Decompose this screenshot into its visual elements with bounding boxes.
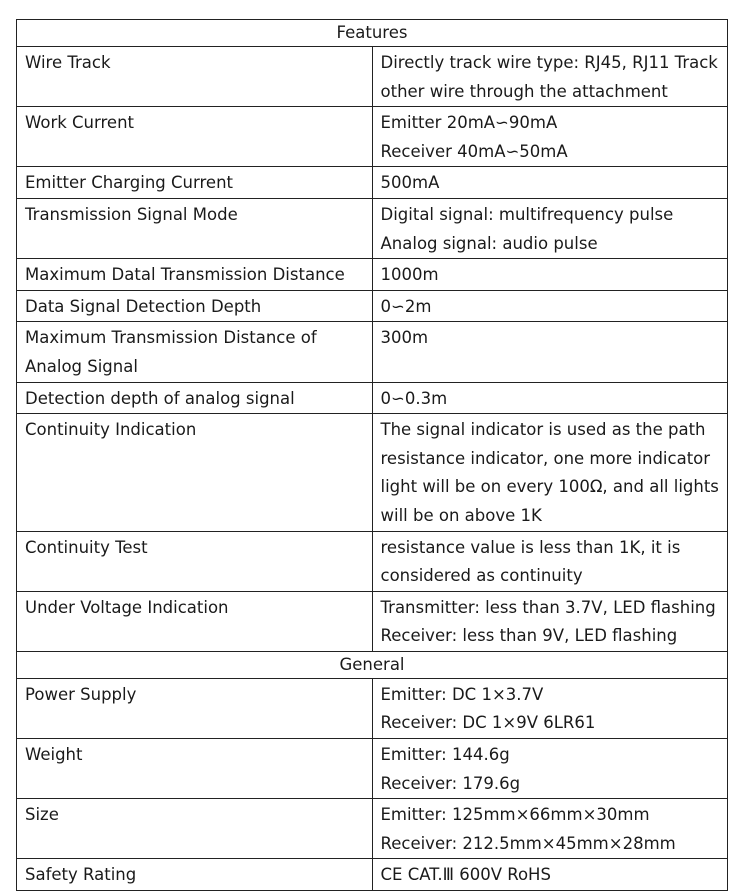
spec-value: Analog signal: audio pulse (380, 233, 598, 253)
spec-value: 1000m (380, 265, 439, 285)
specifications-table-body (17, 20, 728, 891)
spec-value-cell (372, 678, 728, 738)
spec-label-cell (17, 591, 373, 651)
spec-label: Power Supply (25, 684, 137, 704)
spec-value-cell (372, 531, 728, 591)
spec-label-cell (17, 739, 373, 799)
spec-label: Continuity Indication (25, 420, 197, 440)
table-row (17, 382, 728, 414)
table-row (17, 259, 728, 291)
spec-label: Maximum Transmission Distance of (25, 328, 317, 348)
spec-label-cell (17, 259, 373, 291)
spec-value-cell (372, 591, 728, 651)
spec-value: will be on above 1K (380, 505, 542, 525)
spec-value: resistance indicator, one more indicator (380, 448, 711, 468)
specifications-table (16, 19, 728, 891)
table-row (17, 678, 728, 738)
spec-value: 0∽2m (380, 296, 432, 316)
spec-value-cell (372, 47, 728, 107)
spec-value: 0∽0.3m (380, 388, 448, 408)
spec-value: resistance value is less than 1K, it is (380, 537, 681, 557)
spec-label-cell (17, 678, 373, 738)
spec-label-cell (17, 414, 373, 531)
spec-value-cell (372, 739, 728, 799)
table-row (17, 414, 728, 531)
spec-value: Emitter: 144.6g (380, 745, 510, 765)
spec-value-cell (372, 198, 728, 258)
spec-value-cell (372, 167, 728, 199)
spec-label-cell (17, 382, 373, 414)
spec-value: 300m (380, 328, 429, 348)
table-row (17, 290, 728, 322)
spec-value-cell (372, 799, 728, 859)
table-row (17, 322, 728, 382)
spec-label: Analog Signal (25, 356, 138, 376)
spec-value-cell (372, 859, 728, 891)
spec-label: Wire Track (25, 53, 111, 72)
section-header-row (17, 20, 728, 47)
section-header-row (17, 651, 728, 678)
spec-label: Safety Rating (25, 865, 137, 885)
spec-value: Digital signal: multifrequency pulse (380, 204, 674, 224)
table-row (17, 198, 728, 258)
table-row (17, 531, 728, 591)
table-row (17, 167, 728, 199)
spec-label: Continuity Test (25, 537, 148, 557)
spec-value: other wire through the attachment (380, 81, 668, 101)
table-row (17, 47, 728, 107)
spec-label-cell (17, 531, 373, 591)
spec-label-cell (17, 859, 373, 891)
spec-value-cell (372, 259, 728, 291)
spec-label: Weight (25, 745, 83, 765)
table-row (17, 591, 728, 651)
spec-value: considered as continuity (380, 566, 583, 586)
spec-label: Transmission Signal Mode (25, 204, 238, 224)
spec-label-cell (17, 290, 373, 322)
spec-value: Receiver: less than 9V, LED flashing (380, 626, 678, 646)
spec-value: Directly track wire type: RJ45, RJ11 Track (380, 53, 718, 72)
section-title: Features (17, 20, 728, 47)
spec-value: The signal indicator is used as the path (380, 420, 706, 440)
spec-label: Emitter Charging Current (25, 173, 233, 193)
spec-label-cell (17, 167, 373, 199)
spec-value: Receiver 40mA∽50mA (380, 141, 568, 161)
table-row (17, 107, 728, 167)
spec-value-cell (372, 290, 728, 322)
spec-label-cell (17, 322, 373, 382)
spec-label-cell (17, 198, 373, 258)
spec-value: Receiver: DC 1×9V 6LR61 (380, 713, 596, 733)
spec-label: Under Voltage Indication (25, 597, 229, 617)
spec-value: 500mA (380, 173, 440, 193)
spec-value: Emitter: 125mm×66mm×30mm (380, 805, 650, 825)
spec-value-cell (372, 382, 728, 414)
spec-label: Work Current (25, 113, 134, 133)
spec-value: Transmitter: less than 3.7V, LED flashing (380, 597, 716, 617)
spec-value-cell (372, 322, 728, 382)
spec-value: Receiver: 212.5mm×45mm×28mm (380, 833, 676, 853)
spec-label: Size (25, 805, 59, 825)
spec-label: Data Signal Detection Depth (25, 296, 262, 316)
spec-value: light will be on every 100Ω, and all lights (380, 477, 719, 497)
table-row (17, 739, 728, 799)
spec-label: Detection depth of analog signal (25, 388, 295, 408)
spec-value: Emitter 20mA∽90mA (380, 113, 558, 133)
table-row (17, 859, 728, 891)
table-row (17, 799, 728, 859)
spec-label-cell (17, 107, 373, 167)
spec-value: Emitter: DC 1×3.7V (380, 684, 544, 704)
spec-label-cell (17, 47, 373, 107)
spec-value-cell (372, 414, 728, 531)
spec-label: Maximum Datal Transmission Distance (25, 265, 345, 285)
spec-value: Receiver: 179.6g (380, 773, 521, 793)
spec-value: CE CAT.Ⅲ 600V RoHS (380, 865, 551, 885)
spec-value-cell (372, 107, 728, 167)
spec-label-cell (17, 799, 373, 859)
section-title: General (17, 651, 728, 678)
